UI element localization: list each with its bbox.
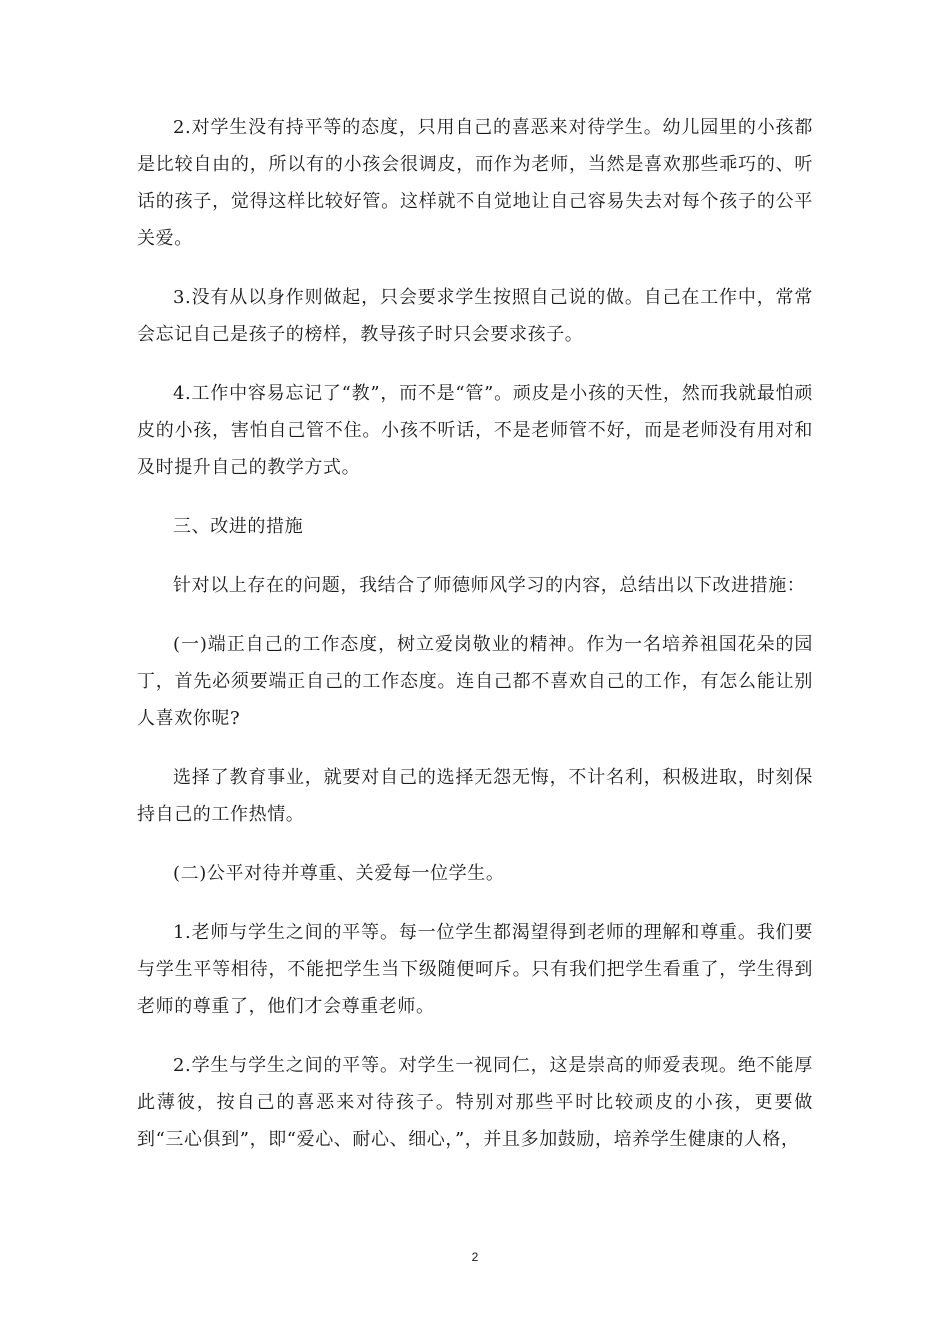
paragraph-intro-measures: 针对以上存在的问题，我结合了师德师风学习的内容，总结出以下改进措施：: [173, 575, 806, 596]
paragraph-item-4-teach: 4.工作中容易忘记了“教”，而不是“管”。顽皮是小孩的天性，然而我就最怕顽皮的小孩，害怕自己管不住。小孩不听话，不是老师管不好，而是老师没有用对和及时提升自己的教学方式。: [137, 383, 813, 478]
paragraph-item-1-teacher-student: 1.老师与学生之间的平等。每一位学生都渴望得到老师的理解和尊重。我们要与学生平等相待，不能把学生当下级随便呵斥。只有我们把学生看重了，学生得到老师的尊重了，他们才会尊重老师。: [137, 922, 813, 1017]
page-number: 2: [471, 1250, 479, 1264]
document-body: [137, 109, 813, 1180]
paragraph-measure-1: (一)端正自己的工作态度，树立爱岗敬业的精神。作为一名培养祖国花朵的园丁，首先必须要端正自己的工作态度。连自己都不喜欢自己的工作，有怎么能让别人喜欢你呢?: [137, 634, 813, 729]
section-heading-improvements: 三、改进的措施: [173, 516, 304, 537]
paragraph-item-2-attitude: 2.对学生没有持平等的态度，只用自己的喜恶来对待学生。幼儿园里的小孩都是比较自由的，所以有的小孩会很调皮，而作为老师，当然是喜欢那些乖巧的、听话的孩子，觉得这样比较好管。这样就不自觉地让自己容易失去对每个孩子的公平关爱。: [137, 117, 813, 249]
paragraph-measure-1-continued: 选择了教育事业，就要对自己的选择无怨无悔，不计名利，积极进取，时刻保持自己的工作热情。: [137, 767, 813, 825]
subheading-measure-2: (二)公平对待并尊重、关爱每一位学生。: [173, 863, 505, 884]
paragraph-item-3-example: 3.没有从以身作则做起，只会要求学生按照自己说的做。自己在工作中，常常会忘记自己是孩子的榜样，教导孩子时只会要求孩子。: [137, 287, 813, 345]
paragraph-item-2-student-student: 2.学生与学生之间的平等。对学生一视同仁，这是崇高的师爱表现。绝不能厚此薄彼，按自己的喜恶来对待孩子。特别对那些平时比较顽皮的小孩，更要做到“三心俱到”，即“爱心、耐心、细心，”，并且多加鼓励，培养学生健康的人格，: [137, 1055, 813, 1150]
